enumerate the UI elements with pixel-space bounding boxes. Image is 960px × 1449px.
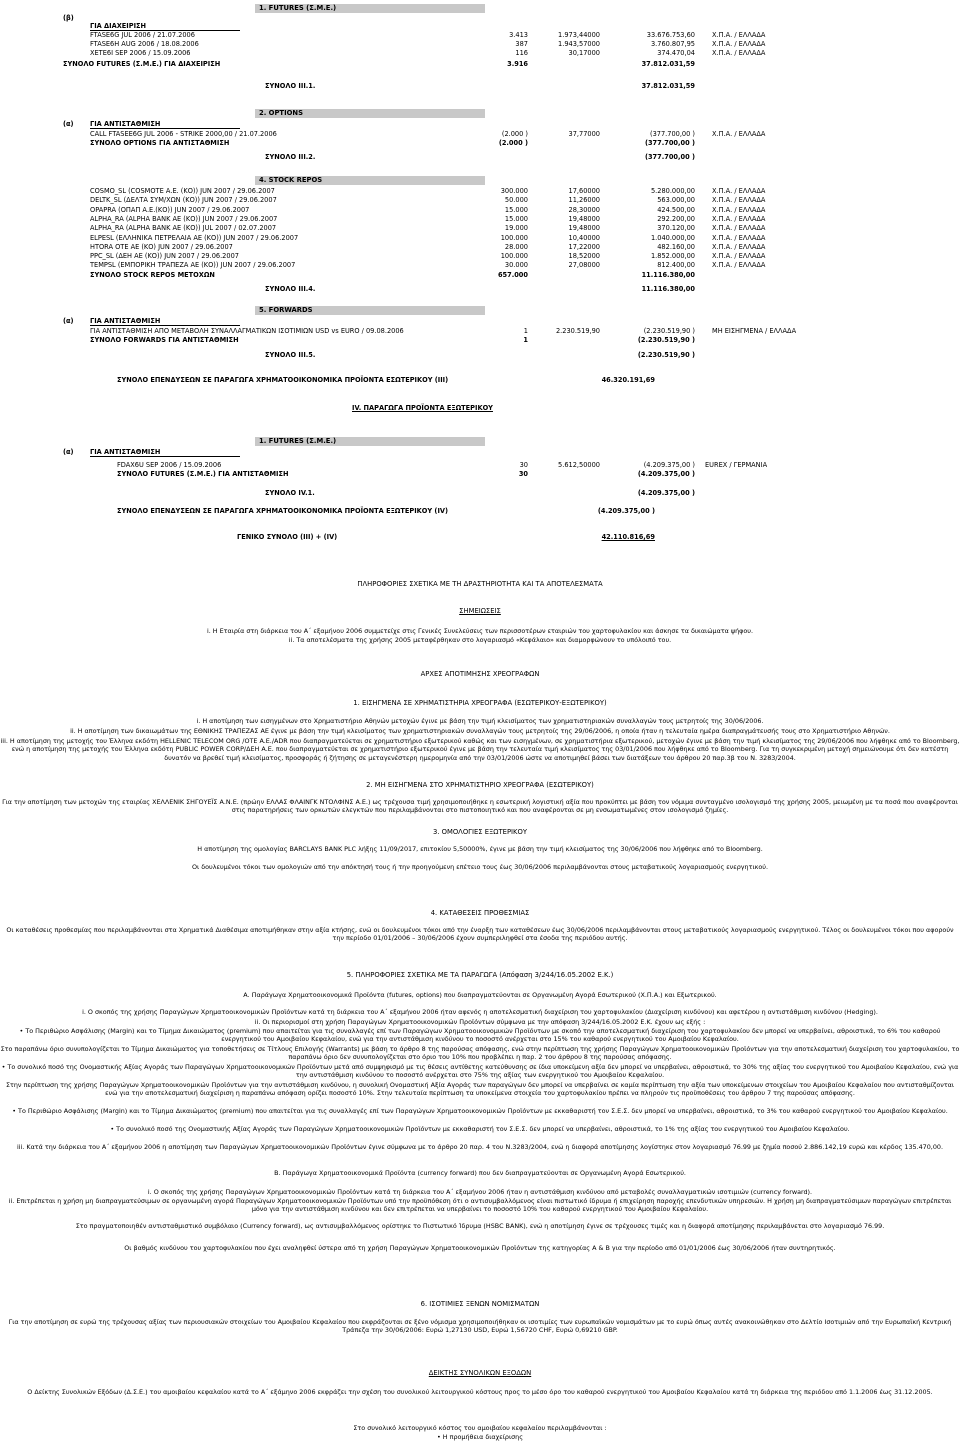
row-value: 1.852.000,00 — [650, 252, 695, 261]
row-market: Χ.Π.Α. / ΕΛΛΑΔΑ — [712, 205, 766, 214]
row-price: 28,30000 — [568, 205, 600, 214]
para-7b: Στο συνολικό λειτουργικό κόστος του αμοιβαίου κεφαλαίου περιλαμβάνονται : — [353, 1424, 607, 1432]
section-sub-title: ΓΙΑ ΔΙΑΧΕΙΡΙΣΗ — [90, 22, 147, 30]
row-market: Χ.Π.Α. / ΕΛΛΑΔΑ — [712, 261, 766, 270]
row-name: ELPESL (ΕΛΛΗΝΙΚΑ ΠΕΤΡΕΛΑΙΑ ΑΕ (ΚΟ)) JUN 2007 / 29.06.2007 — [90, 233, 299, 242]
section-total-label: ΣΥΝΟΛΟ FUTURES (Σ.Μ.Ε.) ΓΙΑ ΔΙΑΧΕΙΡΙΣΗ — [63, 60, 221, 68]
section-total-value: 37.812.031,59 — [641, 60, 695, 68]
para-4: Οι καταθέσεις προθεσμίας που περιλαμβάνονται στα Χρηματικά Διαθέσιμα αποτιμήθηκαν στην αξία κτήσης, ενώ οι δουλευμένοι τόκοι από την έναρξη των καταθέσεων έως 30/06/2006 περιλαμβάνονται στους μεταβατικούς λογαριασμούς ενεργητικού. Τέλος οι δουλευμένοι τόκοι που αφορούν την περίοδο 01/01/2006 – 30/06/2006 έχουν συμπεριληφθεί στα έσοδα της περιόδου αυτής. — [6, 926, 954, 943]
row-market: ΜΗ ΕΙΣΗΓΜΕΝΑ / ΕΛΛΑΔΑ — [712, 327, 797, 335]
row-price: 11,26000 — [568, 196, 600, 205]
heading-6: 6. ΙΣΟΤΙΜΙΕΣ ΞΕΝΩΝ ΝΟΜΙΣΜΑΤΩΝ — [420, 1300, 540, 1308]
para-3b: Οι δουλευμένοι τόκοι των ομολογιών από την απόκτησή τους ή την προηγούμενη επέτειο τους έως 30/06/2006 περιλαμβάνονται στους μεταβατικούς λογαριασμούς ενεργητικού. — [191, 863, 769, 871]
row-market: Χ.Π.Α. / ΕΛΛΑΔΑ — [712, 252, 766, 261]
row-name: XETE6I SEP 2006 / 15.09.2006 — [90, 49, 191, 57]
row-value: (4.209.375,00 ) — [643, 461, 695, 469]
note-ii: ii. Τα αποτελέσματα της χρήσης 2005 μεταφέρθηκαν στο λογαριασμό «Κεφάλαιο» και διαμορφώνουν το υπόλοιπό του. — [288, 636, 672, 644]
part-iv-heading: IV. ΠΑΡΑΓΩΓΑ ΠΡΟΪΟΝΤΑ ΕΞΩΤΕΡΙΚΟΥ — [352, 404, 493, 412]
row-quantity: 28.000 — [504, 242, 528, 251]
row-price: 1.973,44000 — [558, 31, 600, 39]
row-quantity: 15.000 — [504, 205, 528, 214]
row-name: FTASE6H AUG 2006 / 18.08.2006 — [90, 40, 199, 48]
row-value: 812.400,00 — [657, 261, 695, 270]
row-quantity: 3.413 — [509, 31, 528, 39]
row-value: 3.760.807,95 — [650, 40, 695, 48]
row-name: OPAPRA (ΟΠΑΠ Α.Ε.(ΚΟ)) JUN 2007 / 29.06.2007 — [90, 205, 250, 214]
para-5a: Α. Παράγωγα Χρηματοοικονομικά Προϊόντα (futures, options) που διαπραγματεύονται σε Οργανωμένη Αγορά Εσωτερικού (Χ.Π.Α.) και Εξωτερικού. — [243, 991, 717, 999]
section-sub-title: ΓΙΑ ΑΝΤΙΣΤΑΘΜΙΣΗ — [90, 317, 161, 325]
row-quantity: 1 — [523, 327, 528, 335]
row-value: 482.160,00 — [657, 242, 695, 251]
para-7: Ο Δείκτης Συνολικών Εξόδων (Δ.Σ.Ε.) του αμοιβαίου κεφαλαίου κατά το Α΄ εξάμηνο 2006 εκφράζει την σχέση του συνολικού λειτουργικού κόστους προς το μέσο όρο του καθαρού ενεργητικού του Αμοιβαίου Κεφαλαίου κατά τη διάρκεια της περιόδου από 1.1.2006 έως 31.12.2005. — [27, 1388, 933, 1396]
subtotal-label: ΣΥΝΟΛΟ III.4. — [265, 284, 316, 293]
row-value: (2.230.519,90 ) — [643, 327, 695, 335]
para-5a-iii: iii. Κατά την διάρκεια του Α΄ εξαμήνου 2006 η αποτίμηση των Παραγώγων Χρηματοοικονομικών Προϊόντων έγινε σύμφωνα με το άρθρο 20 παρ. 4 του Ν.3283/2004, ενώ η διαφορά αποτίμησης λογίστηκε στον λογαριασμό 76.99 με ζημία ποσού 2.886.142,19 ευρώ και κέρδος 135.470,00. — [16, 1143, 944, 1151]
section-sub-label: (α) — [63, 448, 74, 456]
section-total-value: 11.116.380,00 — [641, 270, 695, 279]
total-iv-label: ΣΥΝΟΛΟ ΕΠΕΝΔΥΣΕΩΝ ΣΕ ΠΑΡΑΓΩΓΑ ΧΡΗΜΑΤΟΟΙΚΟΝΟΜΙΚΑ ΠΡΟΪΟΝΤΑ ΕΞΩΤΕΡΙΚΟΥ (IV) — [117, 507, 449, 515]
row-value: 374.470,04 — [657, 49, 695, 57]
row-price: 2.230.519,90 — [555, 327, 600, 335]
heading-2: 2. ΜΗ ΕΙΣΗΓΜΕΝΑ ΣΤΟ ΧΡΗΜΑΤΙΣΤΗΡΙΟ ΧΡΕΟΓΡΑΦΑ (ΕΣΩΤΕΡΙΚΟΥ) — [366, 781, 594, 789]
section-total-qty: 657.000 — [497, 270, 528, 279]
section-sub-label: (β) — [63, 14, 74, 22]
row-quantity: (2.000 ) — [501, 130, 528, 138]
heading-5: 5. ΠΛΗΡΟΦΟΡΙΕΣ ΣΧΕΤΙΚΑ ΜΕ ΤΑ ΠΑΡΑΓΩΓΑ (Απόφαση 3/244/16.05.2002 Ε.Κ.) — [346, 971, 614, 979]
subtotal-value: 37.812.031,59 — [641, 82, 695, 90]
row-value: 424.500,00 — [657, 205, 695, 214]
subtotal-value: (377.700,00 ) — [644, 153, 695, 161]
row-name: ALPHA_RA (ALPHA BANK AE (ΚΟ)) JUL 2007 / 02.07.2007 — [90, 224, 277, 233]
subtotal-value: (4.209.375,00 ) — [637, 489, 695, 497]
para-5b-iii: Στο πραγματοποιηθέν αντισταθμιστικό συμβόλαιο (Currency forward), ως αντισυμβαλλόμενος ορίστηκε το Πιστωτικό Ίδρυμα (HSBC BANK), ενώ η αποτίμηση έγινε σε τρέχουσες τιμές και η διαφορά αποτίμησης περιλαμβάνεται στο λογαριασμό 76.99. — [75, 1222, 885, 1230]
row-name: FTASE6G JUL 2006 / 21.07.2006 — [90, 31, 195, 39]
row-name: TEMPSL (ΕΜΠΟΡΙΚΗ ΤΡΑΠΕΖΑ ΑΕ (ΚΟ)) JUN 2007 / 29.06.2007 — [90, 261, 296, 270]
section-title: 1. FUTURES (Σ.Μ.Ε.) — [255, 4, 485, 13]
subtotal-value: 11.116.380,00 — [641, 284, 695, 293]
row-price: 10,40000 — [568, 233, 600, 242]
section-sub-label: (α) — [63, 120, 74, 128]
para-5b-ii: ii. Επιτρέπεται η χρήση μη διαπραγματεύσιμων σε οργανωμένη αγορά Παραγώγων Χρηματοοικονομικών Προϊόντων υπό την προϋπόθεση ότι ο αντισυμβαλλόμενος είναι πιστωτικό ίδρυμα ή επιχείρηση παροχής επενδυτικών υπηρεσιών. Η χρήση μη διαπραγματεύσιμων παραγώγων επιτρέπεται μόνο για την αντιστάθμιση κινδύνου και δεν επιτρέπεται να υπερβαίνει το ποσοστό 10% του καθαρού ενεργητικού του Αμοιβαίου Κεφαλαίου. — [8, 1197, 952, 1214]
row-price: 1.943,57000 — [558, 40, 600, 48]
section-sub-title: ΓΙΑ ΑΝΤΙΣΤΑΘΜΙΣΗ — [90, 448, 161, 456]
row-name: ALPHA_RA (ALPHA BANK AE (ΚΟ)) JUN 2007 / 29.06.2007 — [90, 214, 278, 223]
underline — [90, 456, 240, 457]
heading-3: 3. ΟΜΟΛΟΓΙΕΣ ΕΞΩΤΕΡΙΚΟΥ — [432, 828, 528, 836]
total-iii-value: 46.320.191,69 — [601, 376, 655, 384]
subtotal-value: (2.230.519,90 ) — [637, 351, 695, 359]
section-total-value: (377.700,00 ) — [644, 139, 695, 147]
row-value: 1.040.000,00 — [650, 233, 695, 242]
row-price: 19,48000 — [568, 224, 600, 233]
grand-total-label: ΓΕΝΙΚΟ ΣΥΝΟΛΟ (III) + (IV) — [237, 533, 338, 541]
section-title: 2. OPTIONS — [255, 109, 485, 118]
para-5a-b2: • Το συνολικό ποσό της Ονομαστικής Αξίας Αγοράς των Παραγώγων Χρηματοοικονομικών Προϊόντων μετά από συμψηφισμό με τις θέσεις αντίθετης κατεύθυνσης σε ίδια υποκείμενη αξία δεν μπορεί να υπερβαίνει, αθροιστικά, το 30% της αξίας του ενεργητικού του Αμοιβαίου Κεφαλαίου, ενώ για την αντιστάθμιση κινδύνου το ποσοστό ανέρχεται στο 75% της αξίας των ενεργητικού του Αμοιβαίου Κεφαλαίου. — [1, 1063, 959, 1080]
para-1-i: i. Η αποτίμηση των εισηγμένων στο Χρηματιστήριο Αθηνών μετοχών έγινε με βάση την τιμή κλεισίματος των χρηματιστηριακών συναλλαγών τους μετρητοίς της 30/06/2006. — [196, 717, 764, 725]
row-quantity: 15.000 — [504, 214, 528, 223]
para-5a-i: i. Ο σκοπός της χρήσης Παραγώγων Χρηματοοικονομικών Προϊόντων κατά τη διάρκεια του Α΄ εξαμήνου 2006 ήταν αφενός η αποτελεσματική διαχείριση του χαρτοφυλακίου (Διαχείριση κινδύνου) και αφετέρου η αντιστάθμιση κινδύνου (Hedging). — [82, 1008, 878, 1016]
row-name: DELTK_SL (ΔΕΛΤΑ ΣΥΜ/ΧΩΝ (ΚΟ)) JUN 2007 / 29.06.2007 — [90, 196, 277, 205]
row-price: 27,08000 — [568, 261, 600, 270]
heading-4: 4. ΚΑΤΑΘΕΣΕΙΣ ΠΡΟΘΕΣΜΙΑΣ — [430, 909, 530, 917]
row-market: Χ.Π.Α. / ΕΛΛΑΔΑ — [712, 214, 766, 223]
row-market: EUREX / ΓΕΡΜΑΝΙΑ — [705, 461, 768, 469]
subtotal-label: ΣΥΝΟΛΟ IV.1. — [265, 489, 315, 497]
grand-total-value: 42.110.816,69 — [601, 533, 655, 541]
total-iv-value: (4.209.375,00 ) — [597, 507, 655, 515]
section-sub-label: (α) — [63, 317, 74, 325]
section-total-label: ΣΥΝΟΛΟ STOCK REPOS ΜΕΤΟΧΩΝ — [90, 270, 215, 279]
section-title: 1. FUTURES (Σ.Μ.Ε.) — [255, 437, 485, 446]
row-name: COSMO_SL (COSMOTE Α.Ε. (ΚΟ)) JUN 2007 / 29.06.2007 — [90, 187, 275, 195]
para-5a-c2: Στην περίπτωση της χρήσης Παραγώγων Χρηματοοικονομικών Προϊόντων για την αντιστάθμιση κινδύνου, η συνολική Ονομαστική Αξία Αγοράς των παραγώγων δεν μπορεί να υπερβαίνει σε καμία περίπτωση την αξία των υποκείμενων στοιχείων του Αμοιβαίου Κεφαλαίου που αντισταθμίζονται ενώ για την αποτελεσματική διαχείριση η παραπάνω απόφαση ορίζει ποσοστό 10%. Στην τελευταία περίπτωση τα υποκείμενα στοιχεία του χαρτοφυλακίου πρέπει να πληρούν τις προϋποθέσεις του άρθρου 7 της παρούσας απόφασης. — [5, 1081, 955, 1098]
para-5a-b3: • Το Περιθώριο Ασφάλισης (Margin) και το Τίμημα Δικαιώματος (premium) που απαιτείται για τις συναλλαγές επί των Παραγώγων Χρηματοοικονομικών Προϊόντων με εκκαθαριστή τον Σ.Ε.Σ. δεν μπορεί να υπερβαίνει, αθροιστικά, το 3% του καθαρού ενεργητικού του Αμοιβαίου Κεφαλαίου. — [12, 1107, 948, 1115]
row-market: Χ.Π.Α. / ΕΛΛΑΔΑ — [712, 49, 766, 57]
row-price: 19,48000 — [568, 214, 600, 223]
para-5b-iv: Οι βαθμός κινδύνου του χαρτοφυλακίου που έχει αναληφθεί ύστερα από τη χρήση Παραγώγων Χρηματοοικονομικών Προϊόντων της κατηγορίας Α & Β για την περίοδο από 01/01/2006 έως 30/06/2006 ήταν συντηρητικός. — [124, 1244, 836, 1252]
para-1-ii: ii. Η αποτίμηση των δικαιωμάτων της ΕΘΝΙΚΗΣ ΤΡΑΠΕΖΑΣ ΑΕ έγινε με βάση την τιμή κλεισίματος των χρηματιστηριακών συναλλαγών τους μετρητοίς της 29/06/2006, η οποία ήταν η τελευταία ημέρα διαπραγμάτευσής τους στο Χρηματιστήριο Αθηνών. — [70, 727, 890, 735]
para-5b: Β. Παράγωγα Χρηματοοικονομικά Προϊόντα (currency forward) που δεν διαπραγματεύονται σε Οργανωμένη Αγορά Εσωτερικού. — [274, 1169, 686, 1177]
row-value: 370.120,00 — [657, 224, 695, 233]
total-iii-label: ΣΥΝΟΛΟ ΕΠΕΝΔΥΣΕΩΝ ΣΕ ΠΑΡΑΓΩΓΑ ΧΡΗΜΑΤΟΟΙΚΟΝΟΜΙΚΑ ΠΡΟΪΟΝΤΑ ΕΣΩΤΕΡΙΚΟΥ (III) — [117, 376, 449, 384]
para-3a: Η αποτίμηση της ομολογίας BARCLAYS BANK PLC λήξης 11/09/2017, επιτοκίου 5,50000%, έγινε με βάση την τιμή κλεισίματος της 30/06/2006 που λήφθηκε από το Bloomberg. — [197, 845, 763, 853]
section-total-qty: 3.916 — [507, 60, 528, 68]
row-price: 37,77000 — [568, 130, 600, 138]
row-quantity: 300.000 — [500, 187, 528, 195]
row-price: 5.612,50000 — [558, 461, 600, 469]
section-title: 5. FORWARDS — [255, 306, 485, 315]
row-name: PPC_SL (ΔΕΗ ΑΕ (ΚΟ)) JUN 2007 / 29.06.2007 — [90, 252, 239, 261]
section-title: 4. STOCK REPOS — [255, 176, 485, 185]
para-5a-c: Στο παραπάνω όριο συνυπολογίζεται το Τίμημα Δικαιώματος για τοποθετήσεις σε Τίτλους Επιλογής (Warrants) με βάση το άρθρο 8 της παρούσας απόφασης, ενώ στην περίπτωση της χρήσης Παραγώγων Χρηματοοικονομικών Προϊόντων για την αποτελεσματική διαχείριση του χαρτοφυλακίου, το παραπάνω όριο δεν συνυπολογίζεται στο όριο του 10% που προβλέπει η παρ. 2 του άρθρου 8 της παρούσας απόφασης. — [0, 1045, 960, 1062]
subtotal-label: ΣΥΝΟΛΟ III.1. — [265, 82, 316, 90]
row-price: 17,60000 — [568, 187, 600, 195]
row-value: (377.700,00 ) — [650, 130, 695, 138]
row-name: CALL FTASEE6G JUL 2006 - STRIKE 2000,00 / 21.07.2006 — [90, 130, 277, 138]
para-5b-i: i. Ο σκοπός της χρήσης Παραγώγων Χρηματοοικονομικών Προϊόντων κατά τη διάρκεια του Α΄ εξαμήνου 2006 ήταν η αντιστάθμιση κινδύνου από μεταβολές συναλλαγματικών ισοτιμιών (currency forward). — [147, 1188, 813, 1196]
note-i: i. Η Εταιρία στη διάρκεια του Α΄ εξαμήνου 2006 συμμετείχε στις Γενικές Συνελεύσεις των περισσοτέρων εταιριών του χαρτοφυλακίου και άσκησε τα δικαιώματα ψήφου. — [206, 627, 754, 635]
para-5a-b4: • Το συνολικό ποσό της Ονομαστικής Αξίας Αγοράς των Παραγώγων Χρηματοοικονομικών Προϊόντων με εκκαθαριστή τον Σ.Ε.Σ. δεν μπορεί να υπερβαίνει, αθροιστικά, το 1% της αξίας του ενεργητικού του Αμοιβαίου Κεφαλαίου. — [110, 1125, 850, 1133]
row-market: Χ.Π.Α. / ΕΛΛΑΔΑ — [712, 187, 766, 195]
para-6: Για την αποτίμηση σε ευρώ της τρέχουσας αξίας των περιουσιακών στοιχείων του Αμοιβαίου Κεφαλαίου που εκφράζονται σε ξένο νόμισμα χρησιμοποιήθηκαν οι ισοτιμίες των ευρωπαϊκών νομισμάτων με το ευρώ όπως αυτές ανακοινώθηκαν στο Δελτίο Ισοτιμιών από την Ευρωπαϊκή Κεντρική Τράπεζα την 30/06/2006: Ευρώ 1,27130 USD, Ευρώ 1,56720 CHF, Ευρώ 0,69210 GBP. — [8, 1318, 952, 1335]
heading-7: ΔΕΙΚΤΗΣ ΣΥΝΟΛΙΚΩΝ ΕΞΟΔΩΝ — [428, 1369, 532, 1377]
section-sub-title: ΓΙΑ ΑΝΤΙΣΤΑΘΜΙΣΗ — [90, 120, 161, 128]
row-quantity: 30 — [519, 461, 528, 469]
subtotal-label: ΣΥΝΟΛΟ III.2. — [265, 153, 316, 161]
para-5a-b1: • Το Περιθώριο Ασφάλισης (Margin) και το Τίμημα Δικαιώματος (premium) που απαιτείται για τις συναλλαγές επί των Παραγώγων Χρηματοοικονομικών Προϊόντων με σκοπό την αποτελεσματική διαχείριση του χαρτοφυλακίου δεν μπορεί να υπερβαίνει, αθροιστικά, το 6% του καθαρού ενεργητικού του Αμοιβαίου Κεφαλαίου, ενώ για την αντιστάθμιση κινδύνου το ποσοστό ανέρχεται στο 15% του καθαρού ενεργητικού του Αμοιβαίου Κεφαλαίου. — [19, 1027, 941, 1044]
row-quantity: 116 — [515, 49, 528, 57]
row-quantity: 387 — [515, 40, 528, 48]
row-quantity: 30.000 — [504, 261, 528, 270]
row-market: Χ.Π.Α. / ΕΛΛΑΔΑ — [712, 233, 766, 242]
para-7c: • Η προμήθεια διαχείρισης — [436, 1433, 523, 1441]
notes-header: ΠΛΗΡΟΦΟΡΙΕΣ ΣΧΕΤΙΚΑ ΜΕ ΤΗ ΔΡΑΣΤΗΡΙΟΤΗΤΑ ΚΑΙ ΤΑ ΑΠΟΤΕΛΕΣΜΑΤΑ — [357, 580, 603, 588]
section-total-qty: 30 — [518, 470, 528, 478]
row-value: 33.676.753,60 — [646, 31, 695, 39]
para-1-iii: iii. Η αποτίμηση της μετοχής του Έλληνα εκδότη HELLENIC TELECOM ORG /OTE A.E./ADR που διαπραγματεύεται σε χρηματιστήριο εξωτερικού καθώς και των εισηγμένων, σε χρηματιστήρια εξωτερικού, μετοχών έγινε με βάση την τιμή κλεισίματος της 29/06/2006 που λήφθηκε από το Bloomberg, ενώ η αποτίμηση της μετοχής του Έλληνα εκδότη PUBLIC POWER CORP/ΔΕΗ Α.Ε. που διαπραγματεύεται σε χρηματιστήριο εξωτερικού έγινε με βάση την τελευταία τιμή κλεισίματος της 03/01/2006 που λήφθηκε από το Bloomberg. Για τη συγκεκριμένη μετοχή σημειώνουμε ότι δεν κατέστη δυνατόν να βρεθεί τιμή κλεισίματος, προσφοράς ή ζήτησης σε μεταγενέστερη ημερομηνία από την 03/01/2006 ώστε να αποτιμηθεί βάσει των διατάξεων του άρθρου 20 παρ.3β του Ν. 3283/2004. — [0, 737, 960, 762]
row-name: ΓΙΑ ΑΝΤΙΣΤΑΘΜΙΣΗ ΑΠΟ ΜΕΤΑΒΟΛΗ ΣΥΝΑΛΛΑΓΜΑΤΙΚΩΝ ΙΣΟΤΙΜΙΩΝ USD vs EURO / 09.08.2006 — [90, 327, 404, 335]
row-quantity: 50.000 — [504, 196, 528, 205]
heading-1: 1. ΕΙΣΗΓΜΕΝΑ ΣΕ ΧΡΗΜΑΤΙΣΤΗΡΙΑ ΧΡΕΟΓΡΑΦΑ (ΕΣΩΤΕΡΙΚΟΥ-ΕΞΩΤΕΡΙΚΟΥ) — [353, 699, 607, 707]
subtotal-label: ΣΥΝΟΛΟ III.5. — [265, 351, 316, 359]
valuation-principles-title: ΑΡΧΕΣ ΑΠΟΤΙΜΗΣΗΣ ΧΡΕΟΓΡΑΦΩΝ — [420, 670, 540, 678]
section-total-label: ΣΥΝΟΛΟ OPTIONS ΓΙΑ ΑΝΤΙΣΤΑΘΜΙΣΗ — [90, 139, 230, 147]
row-market: Χ.Π.Α. / ΕΛΛΑΔΑ — [712, 224, 766, 233]
section-total-value: (4.209.375,00 ) — [637, 470, 695, 478]
row-market: Χ.Π.Α. / ΕΛΛΑΔΑ — [712, 40, 766, 48]
row-price: 18,52000 — [568, 252, 600, 261]
row-quantity: 19.000 — [504, 224, 528, 233]
row-quantity: 100.000 — [500, 233, 528, 242]
row-name: FDAX6U SEP 2006 / 15.09.2006 — [117, 461, 222, 469]
para-2: Για την αποτίμηση των μετοχών της εταιρίας ΧΕΛΛΕΝΙΚ ΣΗΓΟΥΕΪΣ Α.Ν.Ε. (πρώην ΕΛΛΑΣ ΦΛΑΙΝΓΚ ΝΤΟΛΦΙΝΣ Α.Ε.) ως τρέχουσα τιμή χρησιμοποιήθηκε η εσωτερική λογιστική αξία που προκύπτει με βάση τον νόμιμα συνταγμένο ισολογισμό της χρήσης 2005, μειωμένη με τα ποσά που αναφέρονται στις παρατηρήσεις των ορκωτών ελεγκτών που περιλαμβάνονται στο πιστοποιητικό και που αναφέρονται σε μη ενσωματωμένες στον ισολογισμό ζημίες. — [2, 798, 958, 815]
underline — [90, 325, 240, 326]
row-price: 17,22000 — [568, 242, 600, 251]
notes-simeioseis-title: ΣΗΜΕΙΩΣΕΙΣ — [459, 607, 501, 615]
row-market: Χ.Π.Α. / ΕΛΛΑΔΑ — [712, 130, 766, 138]
row-value: 563.000,00 — [657, 196, 695, 205]
row-market: Χ.Π.Α. / ΕΛΛΑΔΑ — [712, 242, 766, 251]
section-total-label: ΣΥΝΟΛΟ FORWARDS ΓΙΑ ΑΝΤΙΣΤΑΘΜΙΣΗ — [90, 336, 239, 344]
section-total-value: (2.230.519,90 ) — [637, 336, 695, 344]
row-value: 292.200,00 — [657, 214, 695, 223]
section-total-qty: (2.000 ) — [498, 139, 528, 147]
section-total-label: ΣΥΝΟΛΟ FUTURES (Σ.Μ.Ε.) ΓΙΑ ΑΝΤΙΣΤΑΘΜΙΣΗ — [117, 470, 289, 478]
para-5a-ii: ii. Οι περιορισμοί στη χρήση Παραγώγων Χρηματοοικονομικών Προϊόντων σύμφωνα με την απόφαση 3/244/16.05.2002 Ε.Κ. έχουν ως εξής : — [254, 1018, 706, 1026]
row-quantity: 100.000 — [500, 252, 528, 261]
underline — [90, 128, 240, 129]
row-price: 30,17000 — [568, 49, 600, 57]
row-value: 5.280.000,00 — [650, 187, 695, 195]
row-market: Χ.Π.Α. / ΕΛΛΑΔΑ — [712, 31, 766, 39]
row-name: HTORA OTE AE (ΚΟ) JUN 2007 / 29.06.2007 — [90, 242, 233, 251]
row-market: Χ.Π.Α. / ΕΛΛΑΔΑ — [712, 196, 766, 205]
section-total-qty: 1 — [523, 336, 528, 344]
